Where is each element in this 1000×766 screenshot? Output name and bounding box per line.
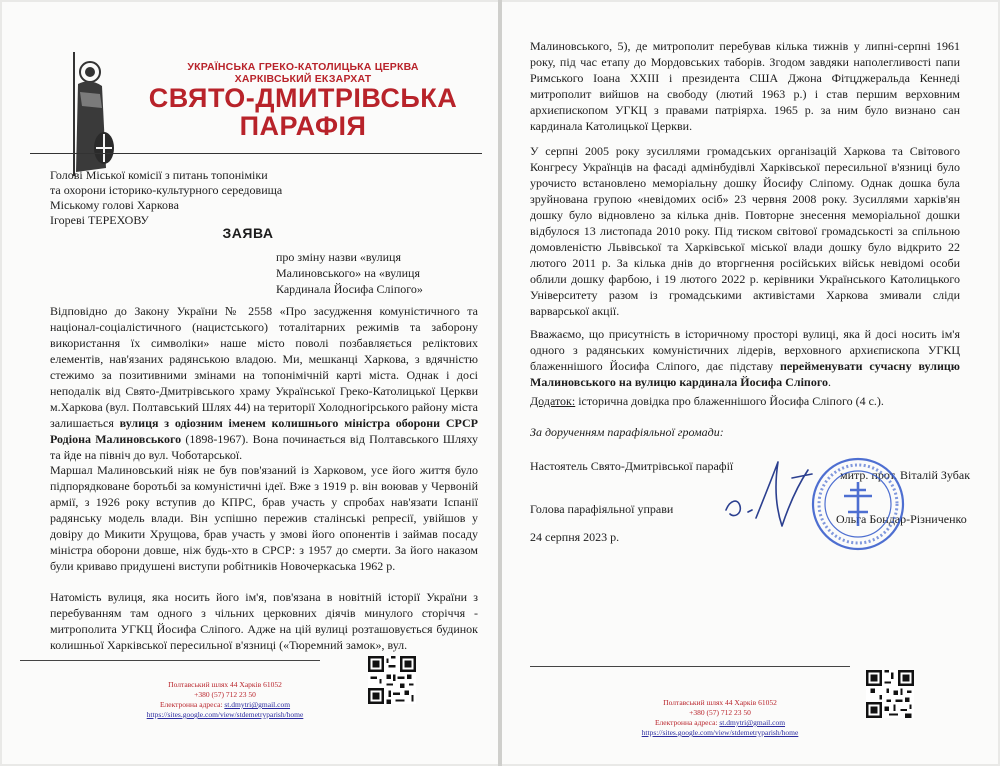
document-heading: ЗАЯВА <box>222 225 274 241</box>
subject-line: Малиновського» на «вулиця <box>276 266 420 280</box>
subject-line: Кардинала Йосифа Сліпого» <box>276 282 423 296</box>
footer-contacts-2: Полтавський шлях 44 Харків 61052 +380 (57) 712 23 50 Електронна адреса: st.dmytri@gmail.com https://sites.google.com/view/stdemetryparish/home <box>620 698 820 738</box>
subject-line: про зміну назви «вулиця <box>276 250 401 264</box>
signatory-name-priest: митр. прот. Віталій Зубак <box>840 468 971 482</box>
paragraph-law-reference: Відповідно до Закону України № 2558 «Про засудження комуністичного та націонал-соціалістичного (нацистського) тоталітарних режимів та заборону використання їх символіки» наше місто поволі позбавляється реліктових елементів, нав'язаних радянською владою. Ми, мешканці Харкова, з вдячністю стежимо за позитивними змінами на топонімічній карті міста. Однак і досі неподалік від Свято-Дмитрівського храму Української Греко-Католицької Церкви м.Харкова (вул. Полтавський Шлях 44) на території Холодногірського району міста залишається вулиця з одіозним іменем колишнього міністра оборони СРСР Родіона Малиновського (1898-1967). Вона починається від Полтавського Шляху та йде на північ до вул. Чоботарської. <box>50 304 479 462</box>
saint-dmytro-emblem <box>60 48 116 178</box>
footer-phone: +380 (57) 712 23 50 <box>689 708 751 717</box>
footer-email-link[interactable]: st.dmytri@gmail.com <box>719 718 786 727</box>
paragraph-request: Вважаємо, що присутність в історичному просторі вулиці, яка й досі носить ім'я одного з радянських комуністичних лідерів, верховного архиєпископа УГКЦ блаженнішого Йосифа Сліпого, дає підставу перейменувати сучасну вулицю Малиновського на вулицю кардинала Йосифа Сліпого. <box>530 327 960 389</box>
handwritten-signature <box>712 448 822 538</box>
footer-website-link[interactable]: https://sites.google.com/view/stdemetryparish/home <box>641 728 799 737</box>
footer-website-link[interactable]: https://sites.google.com/view/stdemetryparish/home <box>146 710 304 719</box>
paragraph-memorial-plaque: У серпні 2005 року зусиллями громадських організацій Харкова та Світового Конгресу Українців на фасаді адмінбудівлі Харківської пересильної в'язниці було урочисто встановлено меморіальну дошку Йосифу Сліпому. Однак дошка була зруйнована групою «невідомих осіб» 23 червня 2008 року. Зусиллями харків'ян дошку було відновлено за кілька днів. Повторне знесення меморіальної дошки відбулося 13 листопада 2010 року. Під тиском світової громадськості за спільною домовленістю Львівської та Харківської міської влади дошку було відкрито 22 лютого 2011 р. За кілька днів до вторгнення російських військ невідомі особи облили дошку фарбою, і 19 лютого 2022 р. керівники Українського Католицького Університету разом із громадськими активістами Харкова змивали сліди варварської акції. <box>530 144 960 318</box>
document-date: 24 серпня 2023 р. <box>530 530 620 544</box>
addressee-line: Ігореві ТЕРЕХОВУ <box>50 213 149 227</box>
footer-address: Полтавський шлях 44 Харків 61052 <box>663 698 777 707</box>
footer-email-link[interactable]: st.dmytri@gmail.com <box>224 700 291 709</box>
paragraph-malinovsky-bio: Маршал Малиновський ніяк не був пов'язаний із Харковом, усе його життя було підпорядковане боротьбі за комуністичні ідеї. Вже з 1919 р. він воював у Червоній армії, з 1926 року вступив до КПРС, брав участь у спробах нав'язати Іспанії радянську модель влади. Він успішно пережив сталінські репресії, увійшов у довіру до Микити Хрущова, брав участь у змові його опонентів і займав посаду міністра оборони довше, ніж будь-хто в СРСР: з 1957 до смерти. За його наказом були криваво придушені виступи робітників Новочеркаська 1962 р. <box>50 463 478 573</box>
footer-divider-2 <box>530 666 850 667</box>
footer-contacts: Полтавський шлях 44 Харків 61052 +380 (57) 712 23 50 Електронна адреса: st.dmytri@gmail.com https://sites.google.com/view/stdemetryparish/home <box>110 680 340 720</box>
footer-divider <box>20 660 320 661</box>
subject-block <box>276 249 486 297</box>
highlight-street-name: вулиця з одіозним іменем колишнього міністра оборони СРСР Родіона Малиновського <box>50 416 478 446</box>
annex-label: Додаток: <box>530 394 576 408</box>
letterhead-divider <box>30 153 482 154</box>
signatory-role-priest: Настоятель Свято-Дмитрівської парафії <box>530 459 734 473</box>
letterhead-exarchate: ХАРКІВСЬКИЙ ЕКЗАРХАТ <box>234 73 372 85</box>
highlight-request: перейменувати сучасну вулицю Малиновського на вулицю кардинала Йосифа Сліпого <box>530 359 960 389</box>
paragraph-prison-stay: Малиновського, 5), де митрополит перебував кілька тижнів у липні-серпні 1961 року, під час етапу до Мордовських таборів. Згодом завдяки наполегливості папи Римського Іоана XXIII і президента США Джона Фітцджеральда Кеннеді митрополит вийшов на свободу (лютий 1963 р.) і став першим верховним архиєпископом УГКЦ з правами патріярха. 1965 р. за ним було визнано сан кардинала Католицької Церкви. <box>530 39 960 133</box>
footer-address: Полтавський шлях 44 Харків 61052 <box>168 680 282 689</box>
annex-note: Додаток: історична довідка про блаженнішого Йосифа Сліпого (4 с.). <box>530 394 884 408</box>
letterhead-title-2: ПАРАФІЯ <box>239 111 367 141</box>
addressee-line: та охорони історико-культурного середовища <box>50 183 283 197</box>
addressee-line: Голові Міської комісії з питань топоніміки <box>50 168 268 182</box>
qr-code[interactable] <box>368 656 416 704</box>
signatory-name-head: Ольга Бондар-Різниченко <box>836 512 967 526</box>
mandate-line: За дорученням парафіяльної громади: <box>530 425 724 439</box>
signatory-role-head: Голова парафіяльної управи <box>530 502 674 516</box>
paragraph-slipyj-connection: Натомість вулиця, яка носить його ім'я, пов'язана в новітній історії України з перебуванням там одного з чільних церковних діячів минулого сторіччя - митрополита УГКЦ Йосифа Сліпого. Адже на цій вулиці розташовується будинок колишньої Харківської пересильної в'язниці («Тюремний замок», вул. <box>50 590 478 652</box>
qr-code-2[interactable] <box>866 670 914 718</box>
letterhead-church: УКРАЇНСЬКА ГРЕКО-КАТОЛИЦЬКА ЦЕРКВА <box>187 61 419 73</box>
parish-stamp <box>810 456 906 552</box>
addressee-block <box>50 168 282 228</box>
letterhead-title: СВЯТО-ДМИТРІВСЬКА <box>148 83 458 113</box>
addressee-line: Міському голові Харкова <box>50 198 179 212</box>
footer-phone: +380 (57) 712 23 50 <box>194 690 256 699</box>
page-gap <box>498 0 502 766</box>
